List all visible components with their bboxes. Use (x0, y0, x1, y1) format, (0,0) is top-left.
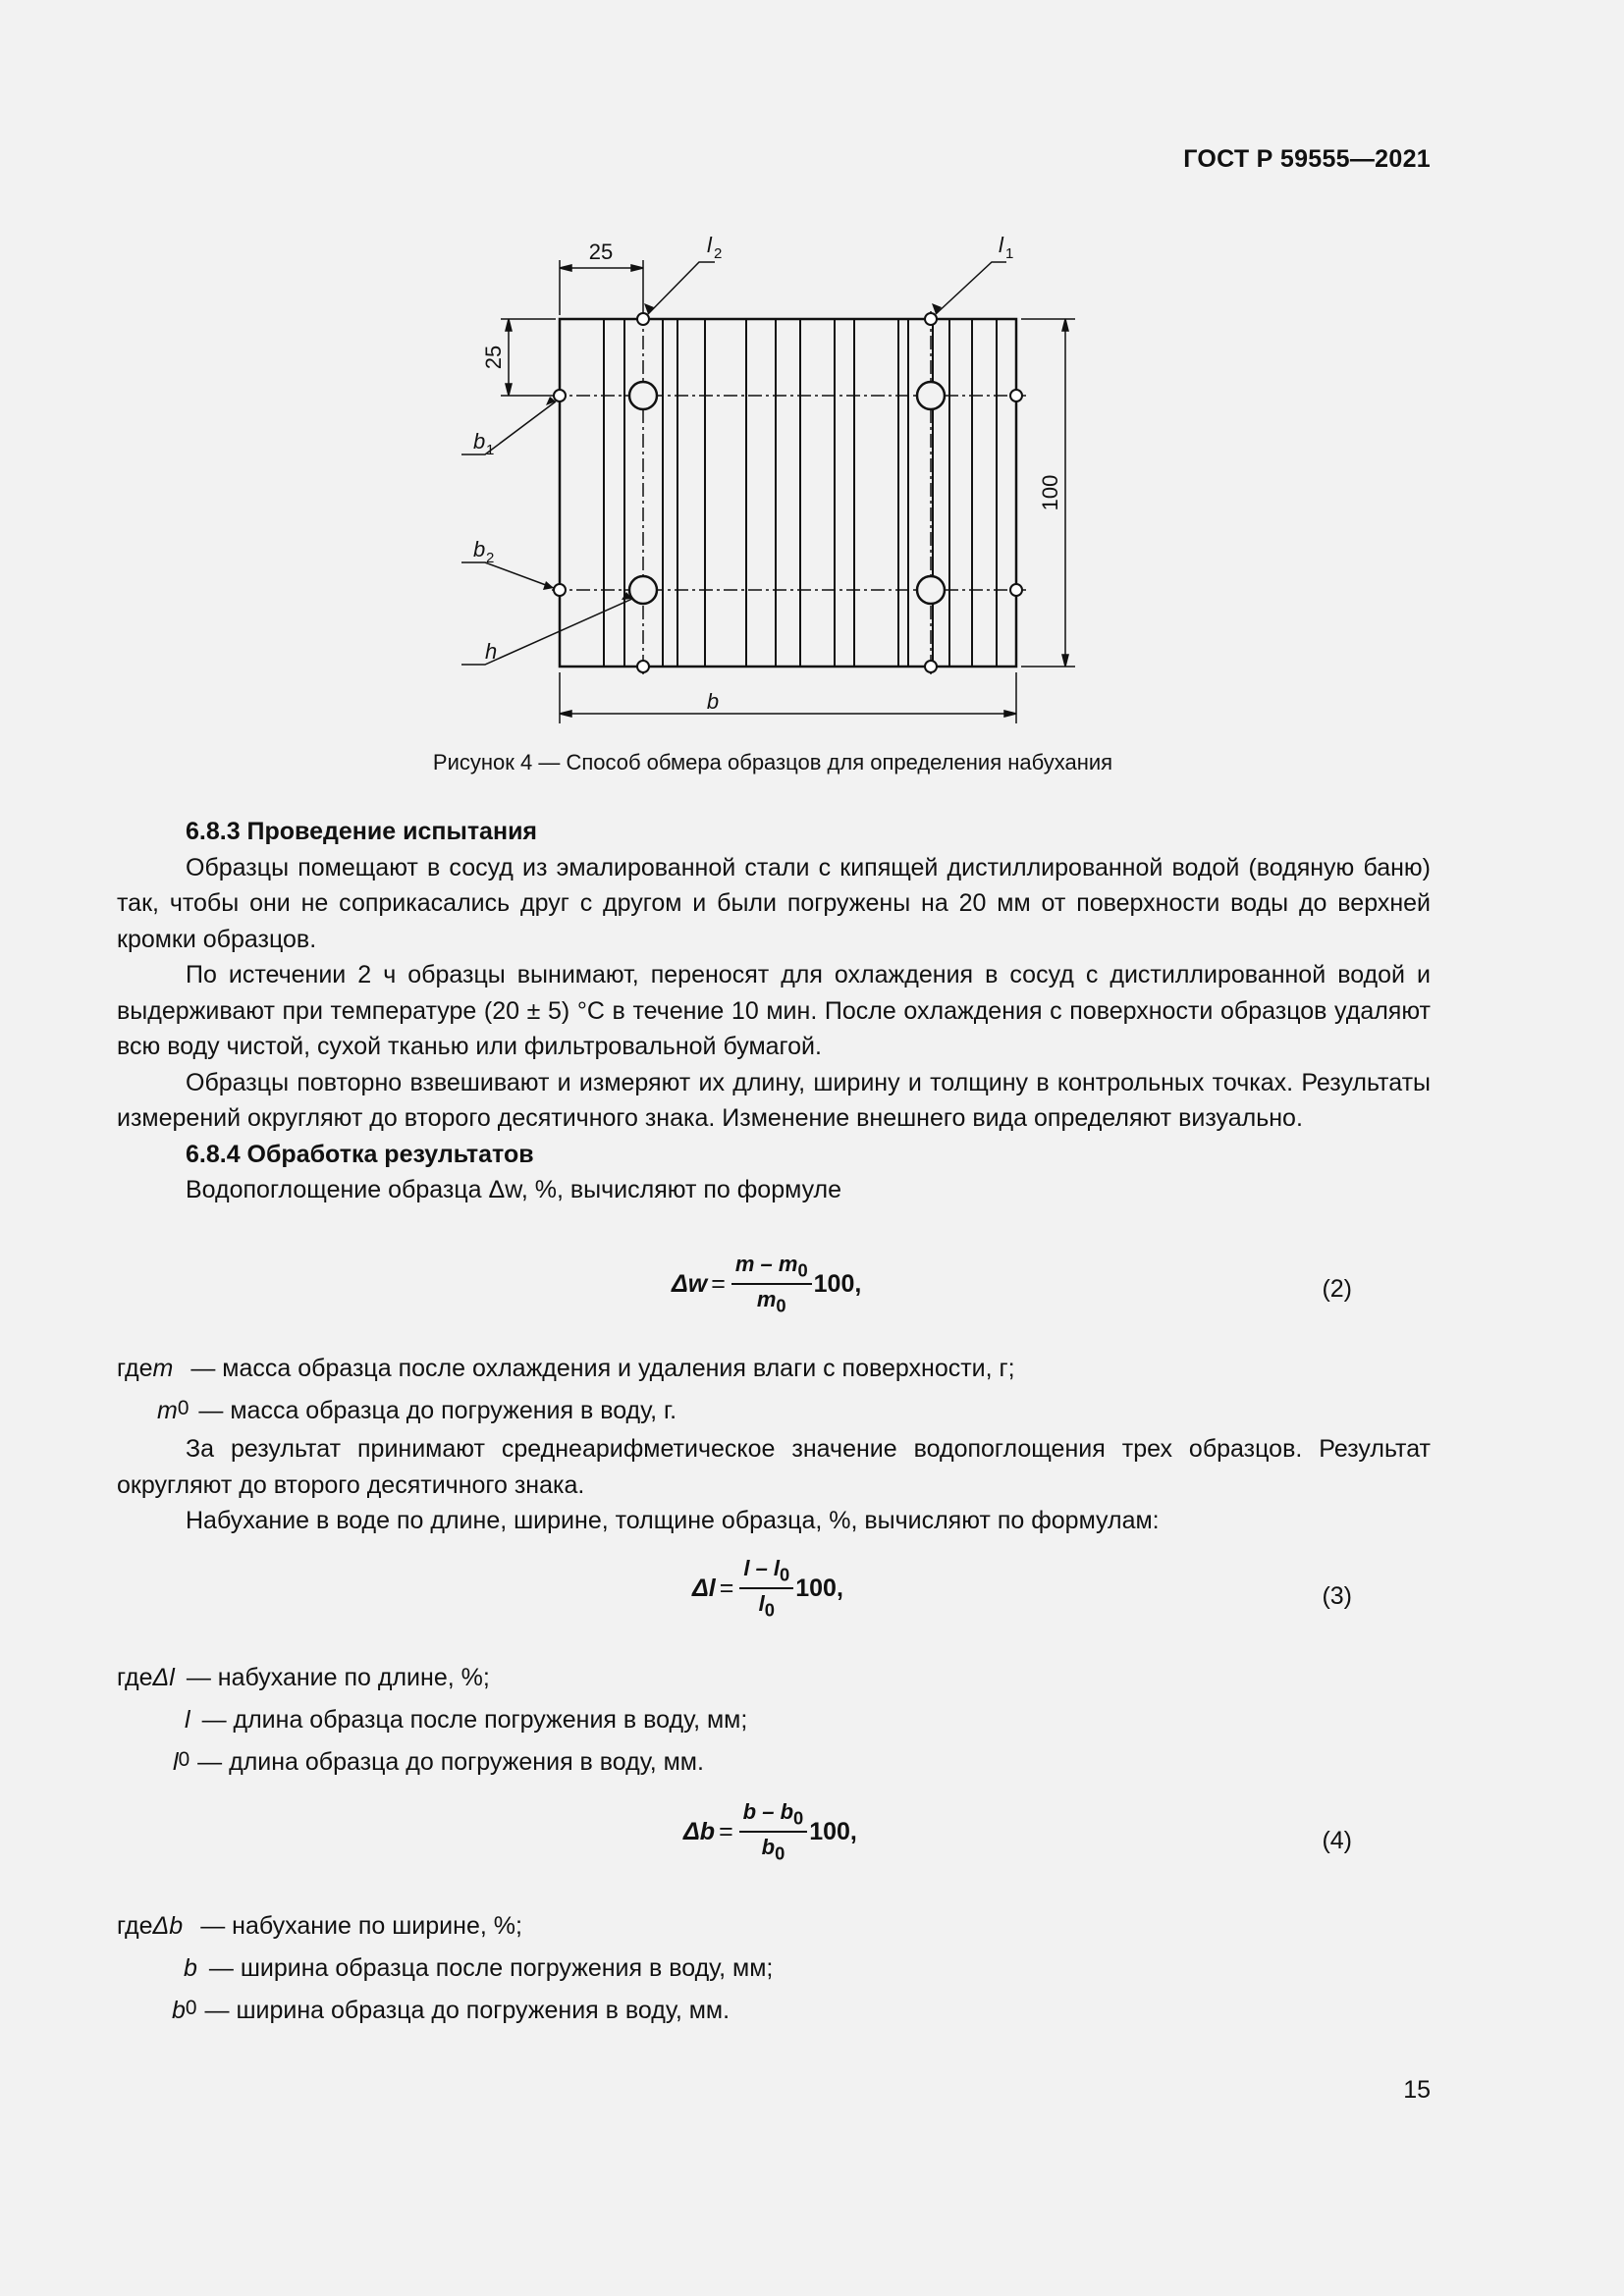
formula-4 (683, 1799, 857, 1865)
formula-3 (692, 1556, 843, 1622)
formula-lhs: Δb (683, 1817, 716, 1845)
paragraph: Набухание в воде по длине, ширине, толщине образца, %, вычисляют по формулам: (186, 1507, 1160, 1534)
where-item: где Δl — набухание по длине, %; (117, 1664, 490, 1691)
where-item: b — ширина образца после погружения в воду, мм; (184, 1954, 774, 1982)
label-h: h (485, 639, 498, 664)
formula-2 (672, 1252, 861, 1317)
paragraph: Образцы повторно взвешивают и измеряют их длину, ширину и толщину в контрольных точках. Результаты измерений округляют до второго десятичного знака. Изменение внешнего вида определяют визуально. (117, 1068, 1431, 1132)
section-6-8-3 (117, 814, 1431, 1208)
measurement-axes (552, 311, 1026, 674)
where-item: где Δb — набухание по ширине, %; (117, 1912, 522, 1940)
where-item: b 0 — ширина образца до погружения в воду, мм. (172, 1997, 731, 2024)
label-l1-sub: 1 (1005, 245, 1014, 262)
where-item: l 0 — длина образца до погружения в воду, мм. (173, 1748, 704, 1776)
where-item: l — длина образца после погружения в воду, мм; (185, 1706, 748, 1734)
dim-25-top-label: 25 (588, 240, 614, 264)
label-b2-sub: 2 (486, 550, 495, 566)
paragraph: Образцы помещают в сосуд из эмалированной стали с кипящей дистиллированной водой (водяную баню) так, чтобы они не соприкасались друг с другом и были погружены на 20 мм от поверхности воды до верхней кромки образцов. (117, 853, 1431, 953)
paragraph: За результат принимают среднеарифметическое значение водопоглощения трех образцов. Результат округляют до второго десятичного знака. (117, 1435, 1431, 1499)
dim-25-left-label: 25 (481, 345, 506, 370)
section-heading-6-8-3: 6.8.3 Проведение испытания (186, 818, 538, 845)
paragraph-intro-water-absorption: Водопоглощение образца Δw, %, вычисляют по формуле (186, 1176, 842, 1203)
formula-tail: 100, (813, 1269, 862, 1298)
label-b2: b (473, 537, 486, 561)
formula-lhs: Δl (692, 1574, 716, 1602)
where-item: где m — масса образца после охлаждения и удаления влаги с поверхности, г; (117, 1355, 1015, 1382)
formula-number: (2) (1322, 1275, 1352, 1303)
label-b1-sub: 1 (486, 442, 495, 458)
formula-lhs: Δw (672, 1269, 708, 1298)
formula-3-row (0, 1556, 1545, 1634)
page-header-standard-code: ГОСТ Р 59555—2021 (1183, 145, 1431, 173)
figure-4-diagram (461, 221, 1090, 731)
formula-tail: 100, (795, 1574, 843, 1602)
page-number: 15 (1403, 2076, 1431, 2104)
specimen-outline (560, 319, 1016, 667)
formula-fraction: $\frac{l - l_0}{l_0}$ (739, 1556, 793, 1622)
formula-eq: = (719, 1574, 734, 1602)
where-item: m 0 — масса образца до погружения в воду, г. (157, 1397, 677, 1424)
formula-4-row (0, 1799, 1545, 1878)
figure-caption: Рисунок 4 — Способ обмера образцов для определения набухания (432, 750, 1113, 774)
result-paragraphs (117, 1431, 1431, 1539)
dim-100-label: 100 (1038, 474, 1062, 511)
paragraph: По истечении 2 ч образцы вынимают, переносят для охлаждения в сосуд с дистиллированной водой и выдерживают при температуре (20 ± 5) °С в течение 10 мин. После охлаждения с поверхности образцов удаляют всю воду чистой, сухой тканью или фильтровальной бумагой. (117, 961, 1431, 1060)
formula-eq: = (719, 1817, 733, 1845)
specimen-measurement-drawing (461, 221, 1090, 731)
label-l2-sub: 2 (714, 245, 723, 262)
specimen-grooves (604, 319, 997, 667)
formula-number: (4) (1322, 1827, 1352, 1854)
section-heading-6-8-4: 6.8.4 Обработка результатов (186, 1140, 534, 1168)
dim-b-label: b (706, 689, 720, 714)
label-l1: l (999, 233, 1003, 257)
label-l2: l (707, 233, 712, 257)
label-b1: b (473, 429, 486, 454)
formula-2-row (0, 1252, 1545, 1330)
formula-fraction: $\frac{b - b_0}{b_0}$ (739, 1799, 808, 1865)
formula-tail: 100, (809, 1817, 857, 1845)
formula-number: (3) (1322, 1582, 1352, 1610)
formula-eq: = (711, 1269, 726, 1298)
formula-fraction: $\frac{m - m_0}{m_0}$ (731, 1252, 812, 1317)
